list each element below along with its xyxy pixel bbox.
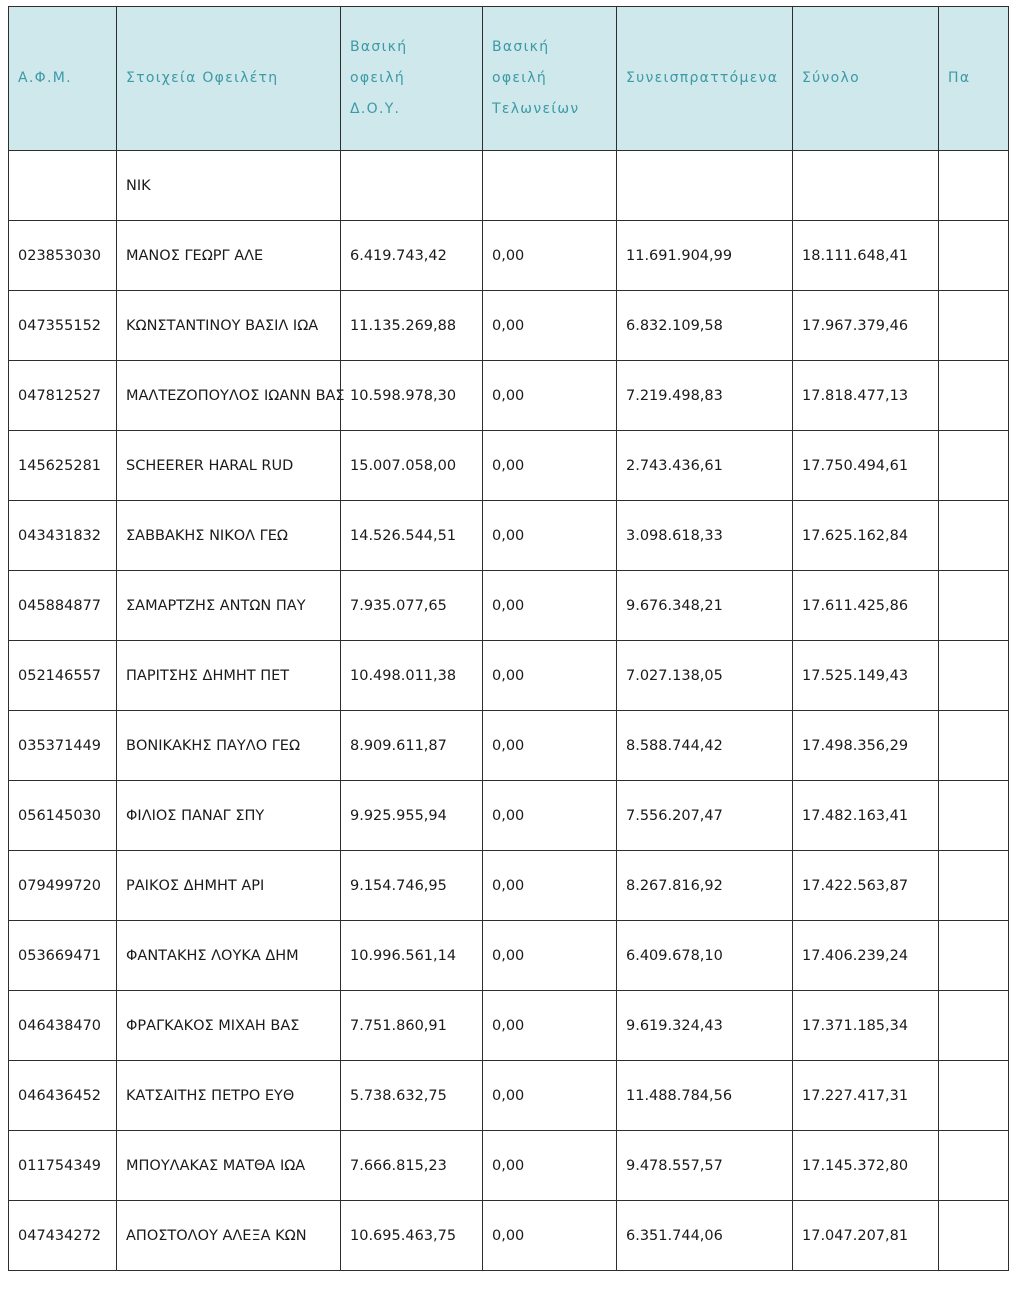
debtor-name-cell: ΣΑΒΒΑΚΗΣ ΝΙΚΟΛ ΓΕΩ bbox=[117, 501, 341, 571]
collected-cell: 11.691.904,99 bbox=[617, 221, 793, 291]
total-cell: 17.625.162,84 bbox=[793, 501, 939, 571]
header-debtor: Στοιχεία Οφειλέτη bbox=[117, 7, 341, 151]
principal-customs-cell bbox=[483, 151, 617, 221]
debtor-name-cell: ΦΙΛΙΟΣ ΠΑΝΑΓ ΣΠΥ bbox=[117, 781, 341, 851]
principal-customs-cell: 0,00 bbox=[483, 361, 617, 431]
afm-cell: 053669471 bbox=[9, 921, 117, 991]
total-cell: 17.406.239,24 bbox=[793, 921, 939, 991]
total-cell: 17.611.425,86 bbox=[793, 571, 939, 641]
header-principal-doy-line: Δ.Ο.Υ. bbox=[350, 101, 401, 117]
table-row bbox=[9, 711, 1009, 781]
cut-off-cell bbox=[939, 991, 1009, 1061]
principal-doy-cell: 7.935.077,65 bbox=[341, 571, 483, 641]
afm-cell: 079499720 bbox=[9, 851, 117, 921]
total-cell: 17.482.163,41 bbox=[793, 781, 939, 851]
principal-customs-cell: 0,00 bbox=[483, 431, 617, 501]
total-cell: 17.967.379,46 bbox=[793, 291, 939, 361]
total-cell: 17.047.207,81 bbox=[793, 1201, 939, 1271]
principal-customs-cell: 0,00 bbox=[483, 641, 617, 711]
collected-cell: 8.588.744,42 bbox=[617, 711, 793, 781]
principal-doy-cell: 7.666.815,23 bbox=[341, 1131, 483, 1201]
collected-cell: 7.556.207,47 bbox=[617, 781, 793, 851]
header-principal-customs-line: Βασική bbox=[492, 39, 550, 55]
table-row bbox=[9, 151, 1009, 221]
principal-doy-cell: 10.598.978,30 bbox=[341, 361, 483, 431]
afm-cell: 047434272 bbox=[9, 1201, 117, 1271]
debtor-name-cell: ΜΠΟΥΛΑΚΑΣ ΜΑΤΘΑ ΙΩΑ bbox=[117, 1131, 341, 1201]
afm-cell: 047812527 bbox=[9, 361, 117, 431]
cut-off-cell bbox=[939, 291, 1009, 361]
table-row bbox=[9, 431, 1009, 501]
principal-doy-cell: 10.498.011,38 bbox=[341, 641, 483, 711]
collected-cell: 9.676.348,21 bbox=[617, 571, 793, 641]
debtor-name-cell: ΜΑΝΟΣ ΓΕΩΡΓ ΑΛΕ bbox=[117, 221, 341, 291]
header-principal-customs-line: οφειλή bbox=[492, 70, 548, 86]
principal-customs-cell: 0,00 bbox=[483, 781, 617, 851]
principal-doy-cell: 15.007.058,00 bbox=[341, 431, 483, 501]
principal-customs-cell: 0,00 bbox=[483, 711, 617, 781]
cut-off-cell bbox=[939, 1201, 1009, 1271]
total-cell: 17.227.417,31 bbox=[793, 1061, 939, 1131]
collected-cell: 8.267.816,92 bbox=[617, 851, 793, 921]
cut-off-cell bbox=[939, 151, 1009, 221]
afm-cell: 043431832 bbox=[9, 501, 117, 571]
table-row bbox=[9, 291, 1009, 361]
collected-cell: 7.027.138,05 bbox=[617, 641, 793, 711]
table-row bbox=[9, 1201, 1009, 1271]
principal-customs-cell: 0,00 bbox=[483, 571, 617, 641]
afm-cell: 035371449 bbox=[9, 711, 117, 781]
principal-doy-cell bbox=[341, 151, 483, 221]
principal-doy-cell: 10.695.463,75 bbox=[341, 1201, 483, 1271]
total-cell bbox=[793, 151, 939, 221]
afm-cell: 046438470 bbox=[9, 991, 117, 1061]
afm-cell bbox=[9, 151, 117, 221]
header-principal-doy bbox=[341, 7, 483, 151]
afm-cell: 011754349 bbox=[9, 1131, 117, 1201]
principal-customs-cell: 0,00 bbox=[483, 291, 617, 361]
principal-doy-cell: 14.526.544,51 bbox=[341, 501, 483, 571]
cut-off-cell bbox=[939, 781, 1009, 851]
debtor-name-cell: ΚΩΝΣΤΑΝΤΙΝΟΥ ΒΑΣΙΛ ΙΩΑ bbox=[117, 291, 341, 361]
afm-cell: 047355152 bbox=[9, 291, 117, 361]
principal-doy-cell: 11.135.269,88 bbox=[341, 291, 483, 361]
principal-customs-cell: 0,00 bbox=[483, 1131, 617, 1201]
header-principal-doy-line: Βασική bbox=[350, 39, 408, 55]
table-row bbox=[9, 641, 1009, 711]
cut-off-cell bbox=[939, 711, 1009, 781]
cut-off-cell bbox=[939, 361, 1009, 431]
afm-cell: 023853030 bbox=[9, 221, 117, 291]
debtor-name-cell: ΝΙΚ bbox=[117, 151, 341, 221]
total-cell: 17.145.372,80 bbox=[793, 1131, 939, 1201]
table-row bbox=[9, 1131, 1009, 1201]
principal-customs-cell: 0,00 bbox=[483, 991, 617, 1061]
debtor-name-cell: ΠΑΡΙΤΣΗΣ ΔΗΜΗΤ ΠΕΤ bbox=[117, 641, 341, 711]
table-row bbox=[9, 921, 1009, 991]
afm-cell: 052146557 bbox=[9, 641, 117, 711]
cut-off-cell bbox=[939, 431, 1009, 501]
cut-off-cell bbox=[939, 571, 1009, 641]
table-row bbox=[9, 571, 1009, 641]
table-row bbox=[9, 221, 1009, 291]
total-cell: 18.111.648,41 bbox=[793, 221, 939, 291]
principal-doy-cell: 6.419.743,42 bbox=[341, 221, 483, 291]
debtor-name-cell: ΑΠΟΣΤΟΛΟΥ ΑΛΕΞΑ ΚΩΝ bbox=[117, 1201, 341, 1271]
collected-cell: 9.619.324,43 bbox=[617, 991, 793, 1061]
total-cell: 17.818.477,13 bbox=[793, 361, 939, 431]
header-principal-customs-line: Τελωνείων bbox=[492, 101, 580, 117]
principal-doy-cell: 9.154.746,95 bbox=[341, 851, 483, 921]
cut-off-cell bbox=[939, 851, 1009, 921]
principal-doy-cell: 10.996.561,14 bbox=[341, 921, 483, 991]
principal-doy-cell: 7.751.860,91 bbox=[341, 991, 483, 1061]
total-cell: 17.371.185,34 bbox=[793, 991, 939, 1061]
header-collected: Συνεισπραττόμενα bbox=[617, 7, 793, 151]
header-total: Σύνολο bbox=[793, 7, 939, 151]
cut-off-cell bbox=[939, 641, 1009, 711]
debtor-name-cell: ΒΟΝΙΚΑΚΗΣ ΠΑΥΛΟ ΓΕΩ bbox=[117, 711, 341, 781]
principal-customs-cell: 0,00 bbox=[483, 921, 617, 991]
debtor-name-cell: SCHEERER HARAL RUD bbox=[117, 431, 341, 501]
table-row bbox=[9, 501, 1009, 571]
cut-off-cell bbox=[939, 1131, 1009, 1201]
collected-cell: 9.478.557,57 bbox=[617, 1131, 793, 1201]
table-row bbox=[9, 851, 1009, 921]
afm-cell: 145625281 bbox=[9, 431, 117, 501]
principal-customs-cell: 0,00 bbox=[483, 851, 617, 921]
collected-cell: 6.832.109,58 bbox=[617, 291, 793, 361]
principal-doy-cell: 5.738.632,75 bbox=[341, 1061, 483, 1131]
collected-cell bbox=[617, 151, 793, 221]
table-body bbox=[9, 151, 1009, 1271]
total-cell: 17.422.563,87 bbox=[793, 851, 939, 921]
header-afm: Α.Φ.Μ. bbox=[9, 7, 117, 151]
principal-doy-cell: 8.909.611,87 bbox=[341, 711, 483, 781]
principal-doy-cell: 9.925.955,94 bbox=[341, 781, 483, 851]
total-cell: 17.525.149,43 bbox=[793, 641, 939, 711]
afm-cell: 046436452 bbox=[9, 1061, 117, 1131]
table-row bbox=[9, 991, 1009, 1061]
principal-customs-cell: 0,00 bbox=[483, 1061, 617, 1131]
total-cell: 17.498.356,29 bbox=[793, 711, 939, 781]
debtor-name-cell: ΦΑΝΤΑΚΗΣ ΛΟΥΚΑ ΔΗΜ bbox=[117, 921, 341, 991]
afm-cell: 056145030 bbox=[9, 781, 117, 851]
table-row bbox=[9, 1061, 1009, 1131]
collected-cell: 11.488.784,56 bbox=[617, 1061, 793, 1131]
header-cut-off: Πα bbox=[939, 7, 1009, 151]
principal-customs-cell: 0,00 bbox=[483, 221, 617, 291]
collected-cell: 2.743.436,61 bbox=[617, 431, 793, 501]
debtor-name-cell: ΦΡΑΓΚΑΚΟΣ ΜΙΧΑΗ ΒΑΣ bbox=[117, 991, 341, 1061]
cut-off-cell bbox=[939, 921, 1009, 991]
table-row bbox=[9, 361, 1009, 431]
principal-customs-cell: 0,00 bbox=[483, 1201, 617, 1271]
collected-cell: 3.098.618,33 bbox=[617, 501, 793, 571]
debtor-name-cell: ΣΑΜΑΡΤΖΗΣ ΑΝΤΩΝ ΠΑΥ bbox=[117, 571, 341, 641]
cut-off-cell bbox=[939, 221, 1009, 291]
total-cell: 17.750.494,61 bbox=[793, 431, 939, 501]
debtor-name-cell: ΚΑΤΣΑΙΤΗΣ ΠΕΤΡΟ ΕΥΘ bbox=[117, 1061, 341, 1131]
cut-off-cell bbox=[939, 501, 1009, 571]
table-row bbox=[9, 781, 1009, 851]
header-row bbox=[9, 7, 1009, 151]
cut-off-cell bbox=[939, 1061, 1009, 1131]
collected-cell: 6.351.744,06 bbox=[617, 1201, 793, 1271]
debtors-table bbox=[8, 6, 1009, 1271]
principal-customs-cell: 0,00 bbox=[483, 501, 617, 571]
header-principal-doy-line: οφειλή bbox=[350, 70, 406, 86]
collected-cell: 7.219.498,83 bbox=[617, 361, 793, 431]
debtor-name-cell: ΡΑΙΚΟΣ ΔΗΜΗΤ ΑΡΙ bbox=[117, 851, 341, 921]
collected-cell: 6.409.678,10 bbox=[617, 921, 793, 991]
header-principal-customs bbox=[483, 7, 617, 151]
debtor-name-cell: ΜΑΛΤΕΖΟΠΟΥΛΟΣ ΙΩΑΝΝ ΒΑΣ bbox=[117, 361, 341, 431]
afm-cell: 045884877 bbox=[9, 571, 117, 641]
